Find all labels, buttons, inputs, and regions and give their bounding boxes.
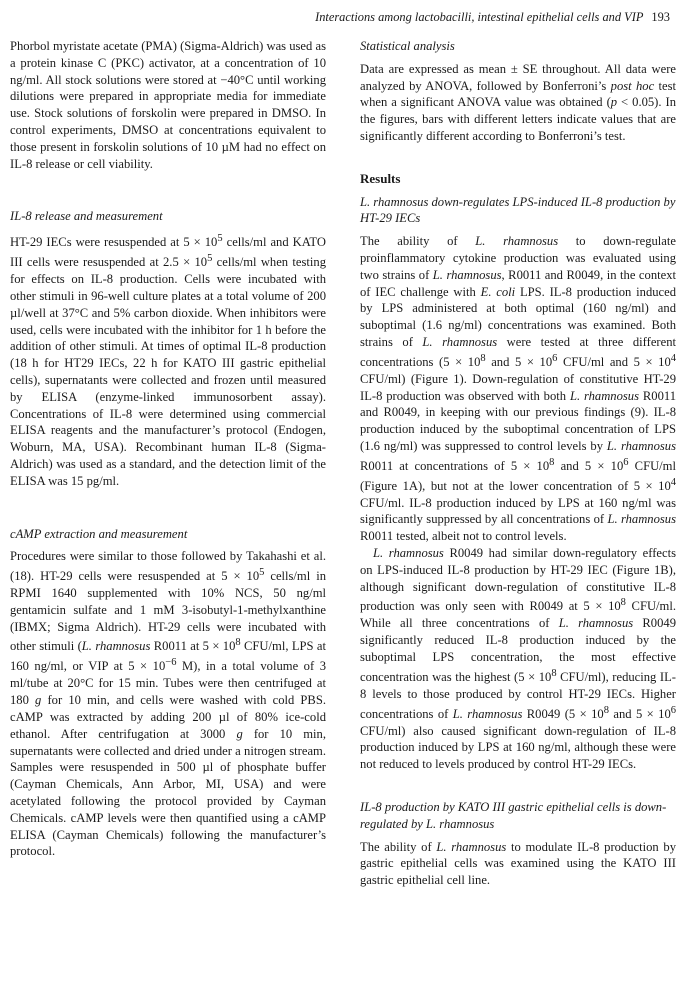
paragraph-camp-procedure: Procedures were similar to those followed by Takahashi et al. (18). HT-29 cells were resuspended at $5 \times 10^5$ cells/ml in RPMI 1640 supplemented with 10% NCS, 50 ng/ml gentamicin sulfate and 1 mM 3-isobutyl-1-methylxanthine (IBMX; Sigma Aldrich). HT-29 cells were incubated with other stimuli (L. rhamnosus R0011 at $5 \times 10^8$ CFU/ml, LPS at 160 ng/ml, or VIP at $5 \times 10^{-6}$ M), in a total volume of 3 ml/tube at 20°C for 15 min. Tubes were then centrifuged at 180 g for 10 min, and cells were washed with cold PBS. cAMP was extracted by adding 200 µl of 80% ice-cold ethanol. After centrifugation at 3000 g for 10 min, supernatants were collected and dried under a nitrogen stream. Samples were resuspended in 500 µl of phosphate buffer (Cayman Chemicals, Ann Arbor, MI, USA) and were acetylated following the protocol provided by Cayman Chemicals. cAMP levels were then quantified using a cAMP ELISA (Cayman Chemicals) following the manufacturer’s protocol. [10, 549, 327, 859]
subheading-kato3: IL-8 production by KATO III gastric epithelial cells is down-regulated by L. rhamnosus [360, 800, 667, 831]
paragraph-il8-measurement: HT-29 IECs were resuspended at $5 \times 10^5$ cells/ml and KATO III cells were resuspended at $2.5 \times 10^5$ cells/ml when testing for effects on IL-8 production. Cells were incubated with other stimuli in 96-well culture plates at a total volume of 200 µl/well at 37°C and 5% carbon dioxide. When inhibitors were used, cells were incubated with the inhibitor for 1 h before the addition of other stimuli. At times of optimal IL-8 production (18 h for HT29 IECs, 22 h for KATO III gastric epithelial cells), supernatants were collected and frozen until measured by ELISA (enzyme-linked immunosorbent assay). Concentrations of IL-8 were determined using commercial ELISA reagents and the manufacturer’s protocol (Endogen, Woburn, MA, USA). Recombinant human IL-8 (Sigma-Aldrich) was used as a standard, and the detection limit of the ELISA was 15 pg/ml. [10, 233, 326, 488]
running-header [10, 10, 670, 25]
subheading-statistical-analysis: Statistical analysis [360, 39, 455, 53]
paragraph-results-r0049: L. rhamnosus R0049 had similar down-regulatory effects on LPS-induced IL-8 production by HT-29 IEC (Figure 1B), although significant down-regulation of constitutive IL-8 production was only seen with R0049 at $5 \times 10^8$ CFU/ml. While all three concentrations of L. rhamnosus R0049 significantly reduced IL-8 production induced by the suboptimal LPS concentration, the most effective concentration was the highest ($5 \times 10^8$ CFU/ml), reducing IL-8 levels to those produced by control HT-29 IECs. Higher concentrations of L. rhamnosus R0049 ($5 \times 10^8$ and $5 \times 10^6$ CFU/ml) also caused significant down-regulation of IL-8 production induced by LPS at 160 ng/ml, although these were not reduced to levels produced by control HT-29 IECs. [360, 546, 676, 772]
paragraph-results-ht29: The ability of L. rhamnosus to down-regulate proinflammatory cytokine production was evaluated using two strains of L. rhamnosus, R0011 and R0049, in the context of IEC challenge with E. coli LPS. IL-8 production induced by LPS administered at both optimal (160 ng/ml) and suboptimal (1.6 ng/ml) concentrations was examined. Both strains of L. rhamnosus were tested at three different concentrations ($5 \times 10^8$ and $5 \times 10^6$ CFU/ml and $5 \times 10^4$ CFU/ml) (Figure 1). Down-regulation of constitutive HT-29 IL-8 production was observed with both L. rhamnosus R0011 and R0049, in keeping with our previous findings (9). IL-8 production induced by the suboptimal concentration of LPS (1.6 ng/ml) was suppressed to control levels by L. rhamnosus R0011 at concentrations of $5 \times 10^8$ and $5 \times 10^6$ CFU/ml (Figure 1A), but not at the lower concentration of $5 \times 10^4$ CFU/ml. IL-8 production induced by LPS at 160 ng/ml was significantly suppressed by all concentrations of L. rhamnosus R0011 tested, albeit not to control levels. [360, 234, 677, 544]
paragraph-reagents: Phorbol myristate acetate (PMA) (Sigma-Aldrich) was used as a protein kinase C (PKC) activator, at a concentration of 10 ng/ml. All stock solutions were stored at −40°C until working dilutions were prepared in appropriate media for immediate use. Stock solutions of forskolin were prepared in DMSO. In control experiments, DMSO at concentrations equivalent to those present in forskolin solutions of 10 µM had no effect on IL-8 release or cell viability. [10, 39, 326, 171]
left-column [10, 38, 326, 860]
subheading-il8-release: IL-8 release and measurement [10, 209, 163, 224]
right-column [360, 38, 676, 889]
running-title: Interactions among lactobacilli, intestinal epithelial cells and VIP [315, 10, 644, 24]
subheading-camp: cAMP extraction and measurement [10, 526, 188, 541]
paragraph-kato3: The ability of L. rhamnosus to modulate IL-8 production by gastric epithelial cells was examined using the KATO III gastric epithelial cell line. [360, 839, 677, 888]
page-number: 193 [651, 10, 670, 24]
heading-results: Results [360, 170, 401, 186]
subheading-lrhamnosus-ht29: L. rhamnosus down-regulates LPS-induced IL-8 production by HT-29 IECs [360, 194, 676, 226]
paragraph-statistics: Data are expressed as mean ± SE throughout. All data were analyzed by ANOVA, followed by Bonferroni’s post hoc test when a significant ANOVA value was obtained (p < 0.05). In the figures, bars with different letters indicate values that are significantly different according to Bonferroni’s test. [360, 61, 676, 143]
